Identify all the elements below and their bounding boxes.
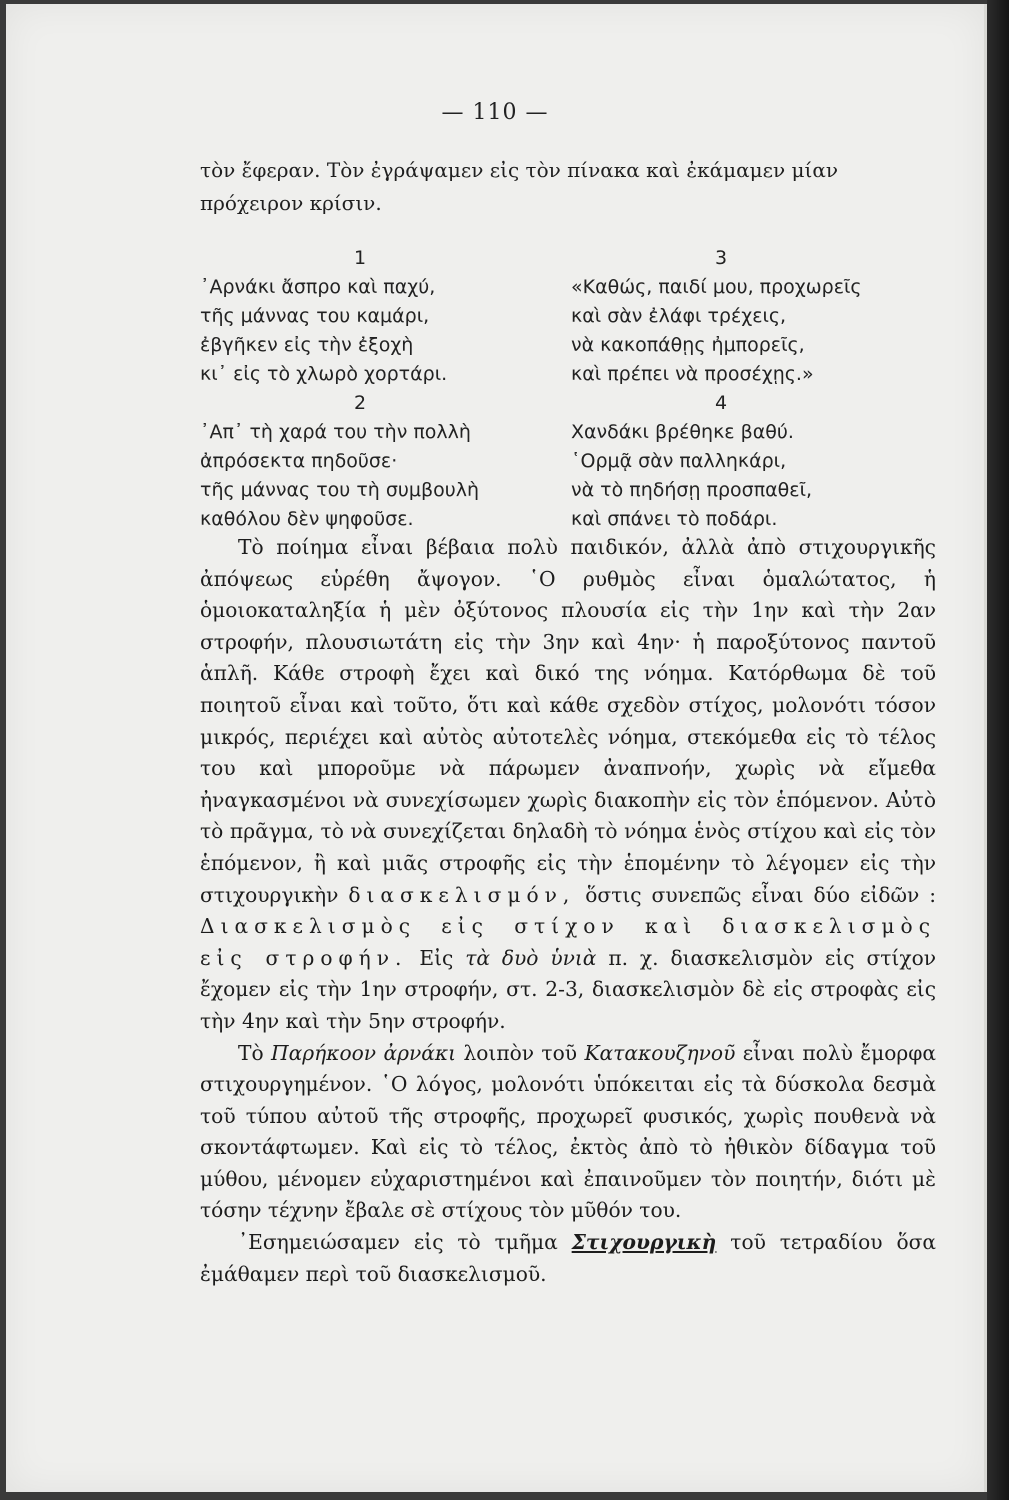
stanza-4: [571, 389, 941, 534]
text-run: ᾿Εσημειώσαμεν εἰς τὸ τμῆμα: [238, 1230, 558, 1255]
verse-line: ᾿Απ᾿ τὴ χαρά του τὴν πολλὴ: [200, 421, 471, 443]
italic-author: Κατακουζηνοῦ: [584, 1040, 736, 1065]
italic-title: Παρήκοον ἀρνάκι: [271, 1040, 457, 1065]
verse-line: τῆς μάννας του καμάρι,: [200, 305, 430, 327]
commentary-paragraph-1: [200, 532, 936, 1038]
stanza-number: 4: [714, 392, 728, 414]
verse-line: ῾Ορμᾷ σὰν παλληκάρι,: [571, 450, 787, 472]
verse-line: καὶ σὰν ἐλάφι τρέχεις,: [571, 305, 787, 327]
scan-dark-edge: [987, 0, 1009, 1500]
verse-line: νὰ κακοπάθῃς ἠμπορεῖς,: [571, 334, 805, 356]
stanza-number: 3: [714, 247, 728, 269]
verse-line: καθόλου δὲν ψηφοῦσε.: [200, 508, 414, 530]
stanza-number: 1: [353, 247, 367, 269]
verse-line: «Καθώς, παιδί μου, προχωρεῖς: [571, 276, 862, 298]
spaced-term: Διασκελισμὸς εἰς στίχον καὶ διασκελισμὸς εἰς στροφήν.: [200, 914, 936, 970]
text-run: ὅστις συνεπῶς εἶναι δύο εἰδῶν :: [585, 882, 936, 907]
verse-line: τῆς μάννας του τὴ συμβουλὴ: [200, 479, 479, 501]
poem-column-right: [571, 244, 941, 534]
text-run: εἶναι πολὺ ἔμορφα στιχουργημένον. ῾Ο λόγος, μολονότι ὑπόκειται εἰς τὰ δύσκολα δεσμὰ τοῦ τύπου αὐτοῦ τῆς στροφῆς, προχωρεῖ φυσικός, χωρὶς πουθενὰ νὰ σκοντάφτωμεν. Καὶ εἰς τὸ τέλος, ἐκτὸς ἀπὸ τὸ ἠθικὸν δίδαγμα τοῦ μύθου, μένομεν εὐχαριστημένοι καὶ ἐπαινοῦμεν τὸν ποιητήν, διότι μὲ τόσην τέχνην ἔβαλε σὲ στίχους τὸν μῦθόν του.: [200, 1040, 937, 1223]
commentary-paragraph-2: [200, 1038, 936, 1228]
book-page: [6, 4, 987, 1492]
commentary: [200, 532, 936, 1290]
poem-column-left: [200, 244, 550, 534]
verse-line: καὶ σπάνει τὸ ποδάρι.: [571, 508, 778, 530]
stanza-number: 2: [353, 392, 367, 414]
commentary-paragraph-3: [200, 1227, 936, 1290]
intro-text: τὸν ἔφεραν. Τὸν ἐγράψαμεν εἰς τὸν πίνακα καὶ ἐκάμαμεν μίαν πρόχειρον κρίσιν.: [200, 158, 838, 215]
spaced-term: διασκελισμόν,: [348, 882, 576, 907]
verse-line: ᾿Αρνάκι ἄσπρο καὶ παχύ,: [200, 276, 436, 298]
italic-title: τὰ δυὸ ὑνιὰ: [465, 945, 597, 970]
page-number: — 110 —: [441, 100, 549, 125]
text-run: π. χ. διασκελισμὸν εἰς στίχον ἔχομεν εἰς τὴν 1ην στροφήν, στ. 2-3, διασκελισμὸν δὲ εἰς στροφὰς εἰς τὴν 4ην καὶ τὴν 5ην στροφήν.: [200, 945, 936, 1033]
text-run: Τὸ ποίημα εἶναι βέβαια πολὺ παιδικόν, ἀλλὰ ἀπὸ στιχουργικῆς ἀπόψεως εὑρέθη ἄψογον. ῾Ο ρυθμὸς εἶναι ὁμαλώτατος, ἡ ὁμοιοκαταληξία ἡ μὲν ὀξύτονος πλουσία εἰς τὴν 1ην καὶ τὴν 2αν στροφήν, πλουσιωτάτη εἰς τὴν 3ην καὶ 4ην· ἡ παροξύτονος παντοῦ ἁπλῆ. Κάθε στροφὴ ἔχει καὶ δικό της νόημα. Κατόρθωμα δὲ τοῦ ποιητοῦ εἶναι καὶ τοῦτο, ὅτι καὶ κάθε σχεδὸν στίχος, μολονότι τόσον μικρός, περιέχει καὶ αὐτὸς αὐτοτελὲς νόημα, στεκόμεθα εἰς τὸ τέλος του καὶ μποροῦμε νὰ πάρωμεν ἀναπνοήν, χωρὶς νὰ εἴμεθα ἠναγκασμένοι νὰ συνεχίσωμεν χωρὶς διακοπὴν εἰς τὸν ἑπόμενον. Αὐτὸ τὸ πρᾶγμα, τὸ νὰ συνεχίζεται δηλαδὴ τὸ νόημα ἑνὸς στίχου καὶ εἰς τὸν ἑπόμενον, ἢ καὶ μιᾶς στροφῆς εἰς τὴν ἑπομένην τὸ λέγομεν εἰς τὴν στιχουργικὴν: [200, 535, 936, 907]
stanza-1: [200, 244, 550, 389]
text-run: Εἰς: [419, 945, 454, 970]
stanza-3: [571, 244, 941, 389]
verse-line: Χανδάκι βρέθηκε βαθύ.: [571, 421, 794, 443]
verse-line: κι᾿ εἰς τὸ χλωρὸ χορτάρι.: [200, 363, 448, 385]
text-run: Τὸ: [238, 1040, 264, 1065]
intro-paragraph: [200, 154, 930, 220]
verse-line: ἐβγῆκεν εἰς τὴν ἐξοχὴ: [200, 334, 414, 356]
verse-line: νὰ τὸ πηδήσῃ προσπαθεῖ,: [571, 479, 813, 501]
bold-section-name: Στιχουργικὴ: [571, 1230, 717, 1255]
stanza-2: [200, 389, 550, 534]
text-run: τοῦ τετραδίου ὅσα ἐμάθαμεν περὶ τοῦ διασκελισμοῦ.: [200, 1230, 937, 1286]
verse-line: ἀπρόσεκτα πηδοῦσε·: [200, 450, 398, 472]
text-run: λοιπὸν τοῦ: [463, 1040, 578, 1065]
verse-line: καὶ πρέπει νὰ προσέχῃς.»: [571, 363, 814, 385]
